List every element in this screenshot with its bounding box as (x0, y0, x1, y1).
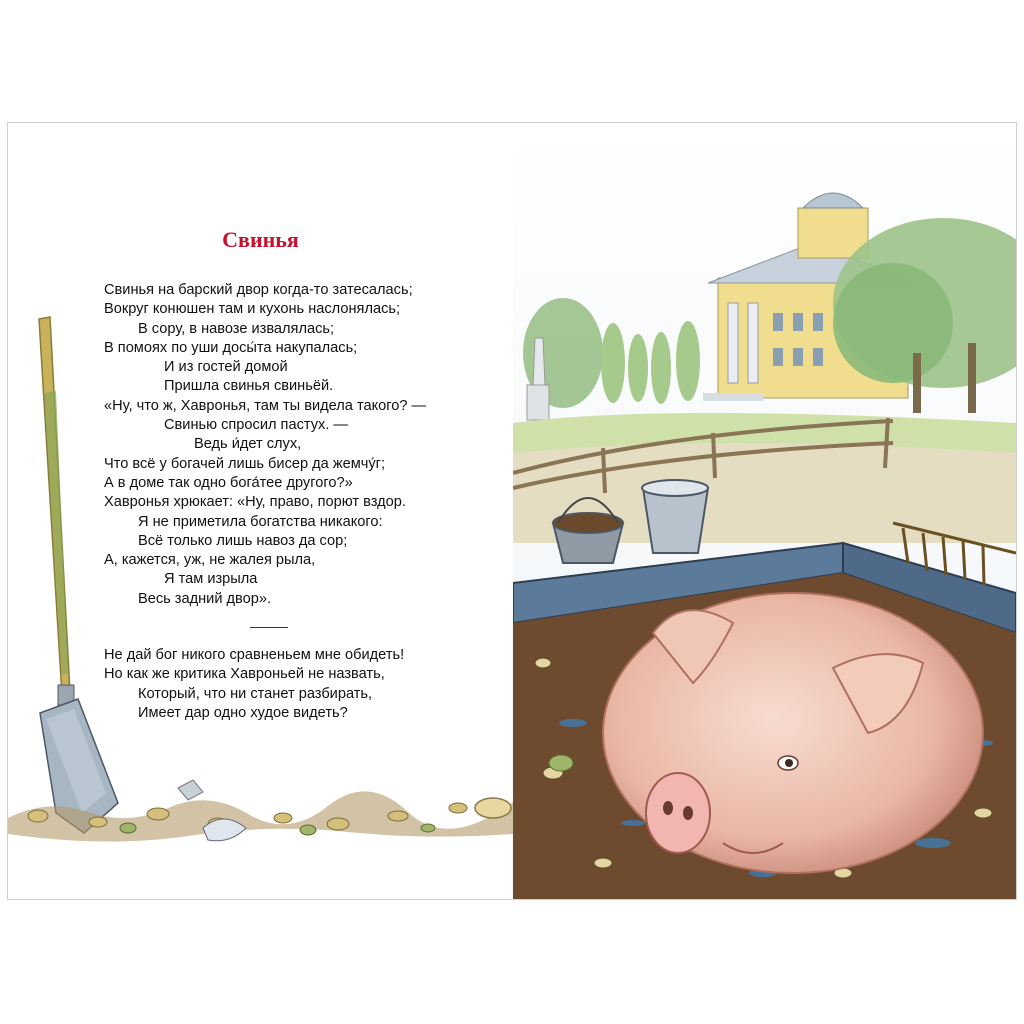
poem-line: Ведь и́дет слух, (194, 436, 302, 453)
poem-line: В сору, в навозе извалялась; (138, 320, 335, 337)
poem-line: Всё только лишь навоз да сор; (138, 532, 348, 549)
poem-line: «Ну, что ж, Хавронья, там ты видела такого? — (104, 397, 427, 414)
poem-line: И из гостей домой (164, 359, 288, 376)
poem-line: А в доме так одно бога́тее другого?» (104, 474, 353, 491)
book-spread (7, 122, 1017, 900)
poem-line: А, кажется, уж, не жалея рыла, (104, 552, 316, 569)
poem-line: Я там изрыла (164, 571, 258, 588)
left-page (8, 123, 513, 899)
pig (603, 593, 983, 873)
poem-title: Свинья (222, 227, 299, 252)
poem-line: Что всё у богачей лишь бисер да жемчу́г; (104, 455, 386, 472)
poem-line: Пришла свинья свиньёй. (164, 378, 334, 395)
poem-line: Я не приметила богатства никакого: (138, 513, 383, 530)
poem-line: Не дай бог никого сравненьем мне обидеть! (104, 647, 405, 664)
poem-line: В помоях по уши досы́та накупалась; (104, 339, 358, 356)
poem-line: Имеет дар одно худое видеть? (138, 704, 348, 721)
poem-line: Свинья на барский двор когда-то затесалась; (104, 282, 413, 298)
shovel-illustration (22, 313, 132, 843)
right-page (513, 123, 1016, 899)
poem-line: Свинью спросил пастух. — (164, 417, 349, 434)
pig-farmyard-illustration (513, 123, 1016, 899)
poem-line: Весь задний двор». (138, 590, 272, 607)
poem-line: Который, что ни станет разбирать, (138, 685, 373, 702)
poem-line: Но как же критика Хавроньей не назвать, (104, 666, 385, 683)
poem-text (104, 281, 504, 723)
poem-line: Хавронья хрюкает: «Ну, право, порют вздор. (104, 494, 406, 511)
ground-litter-illustration (8, 778, 513, 858)
poem-line: Вокруг конюшен там и кухонь наслонялась; (104, 301, 401, 318)
